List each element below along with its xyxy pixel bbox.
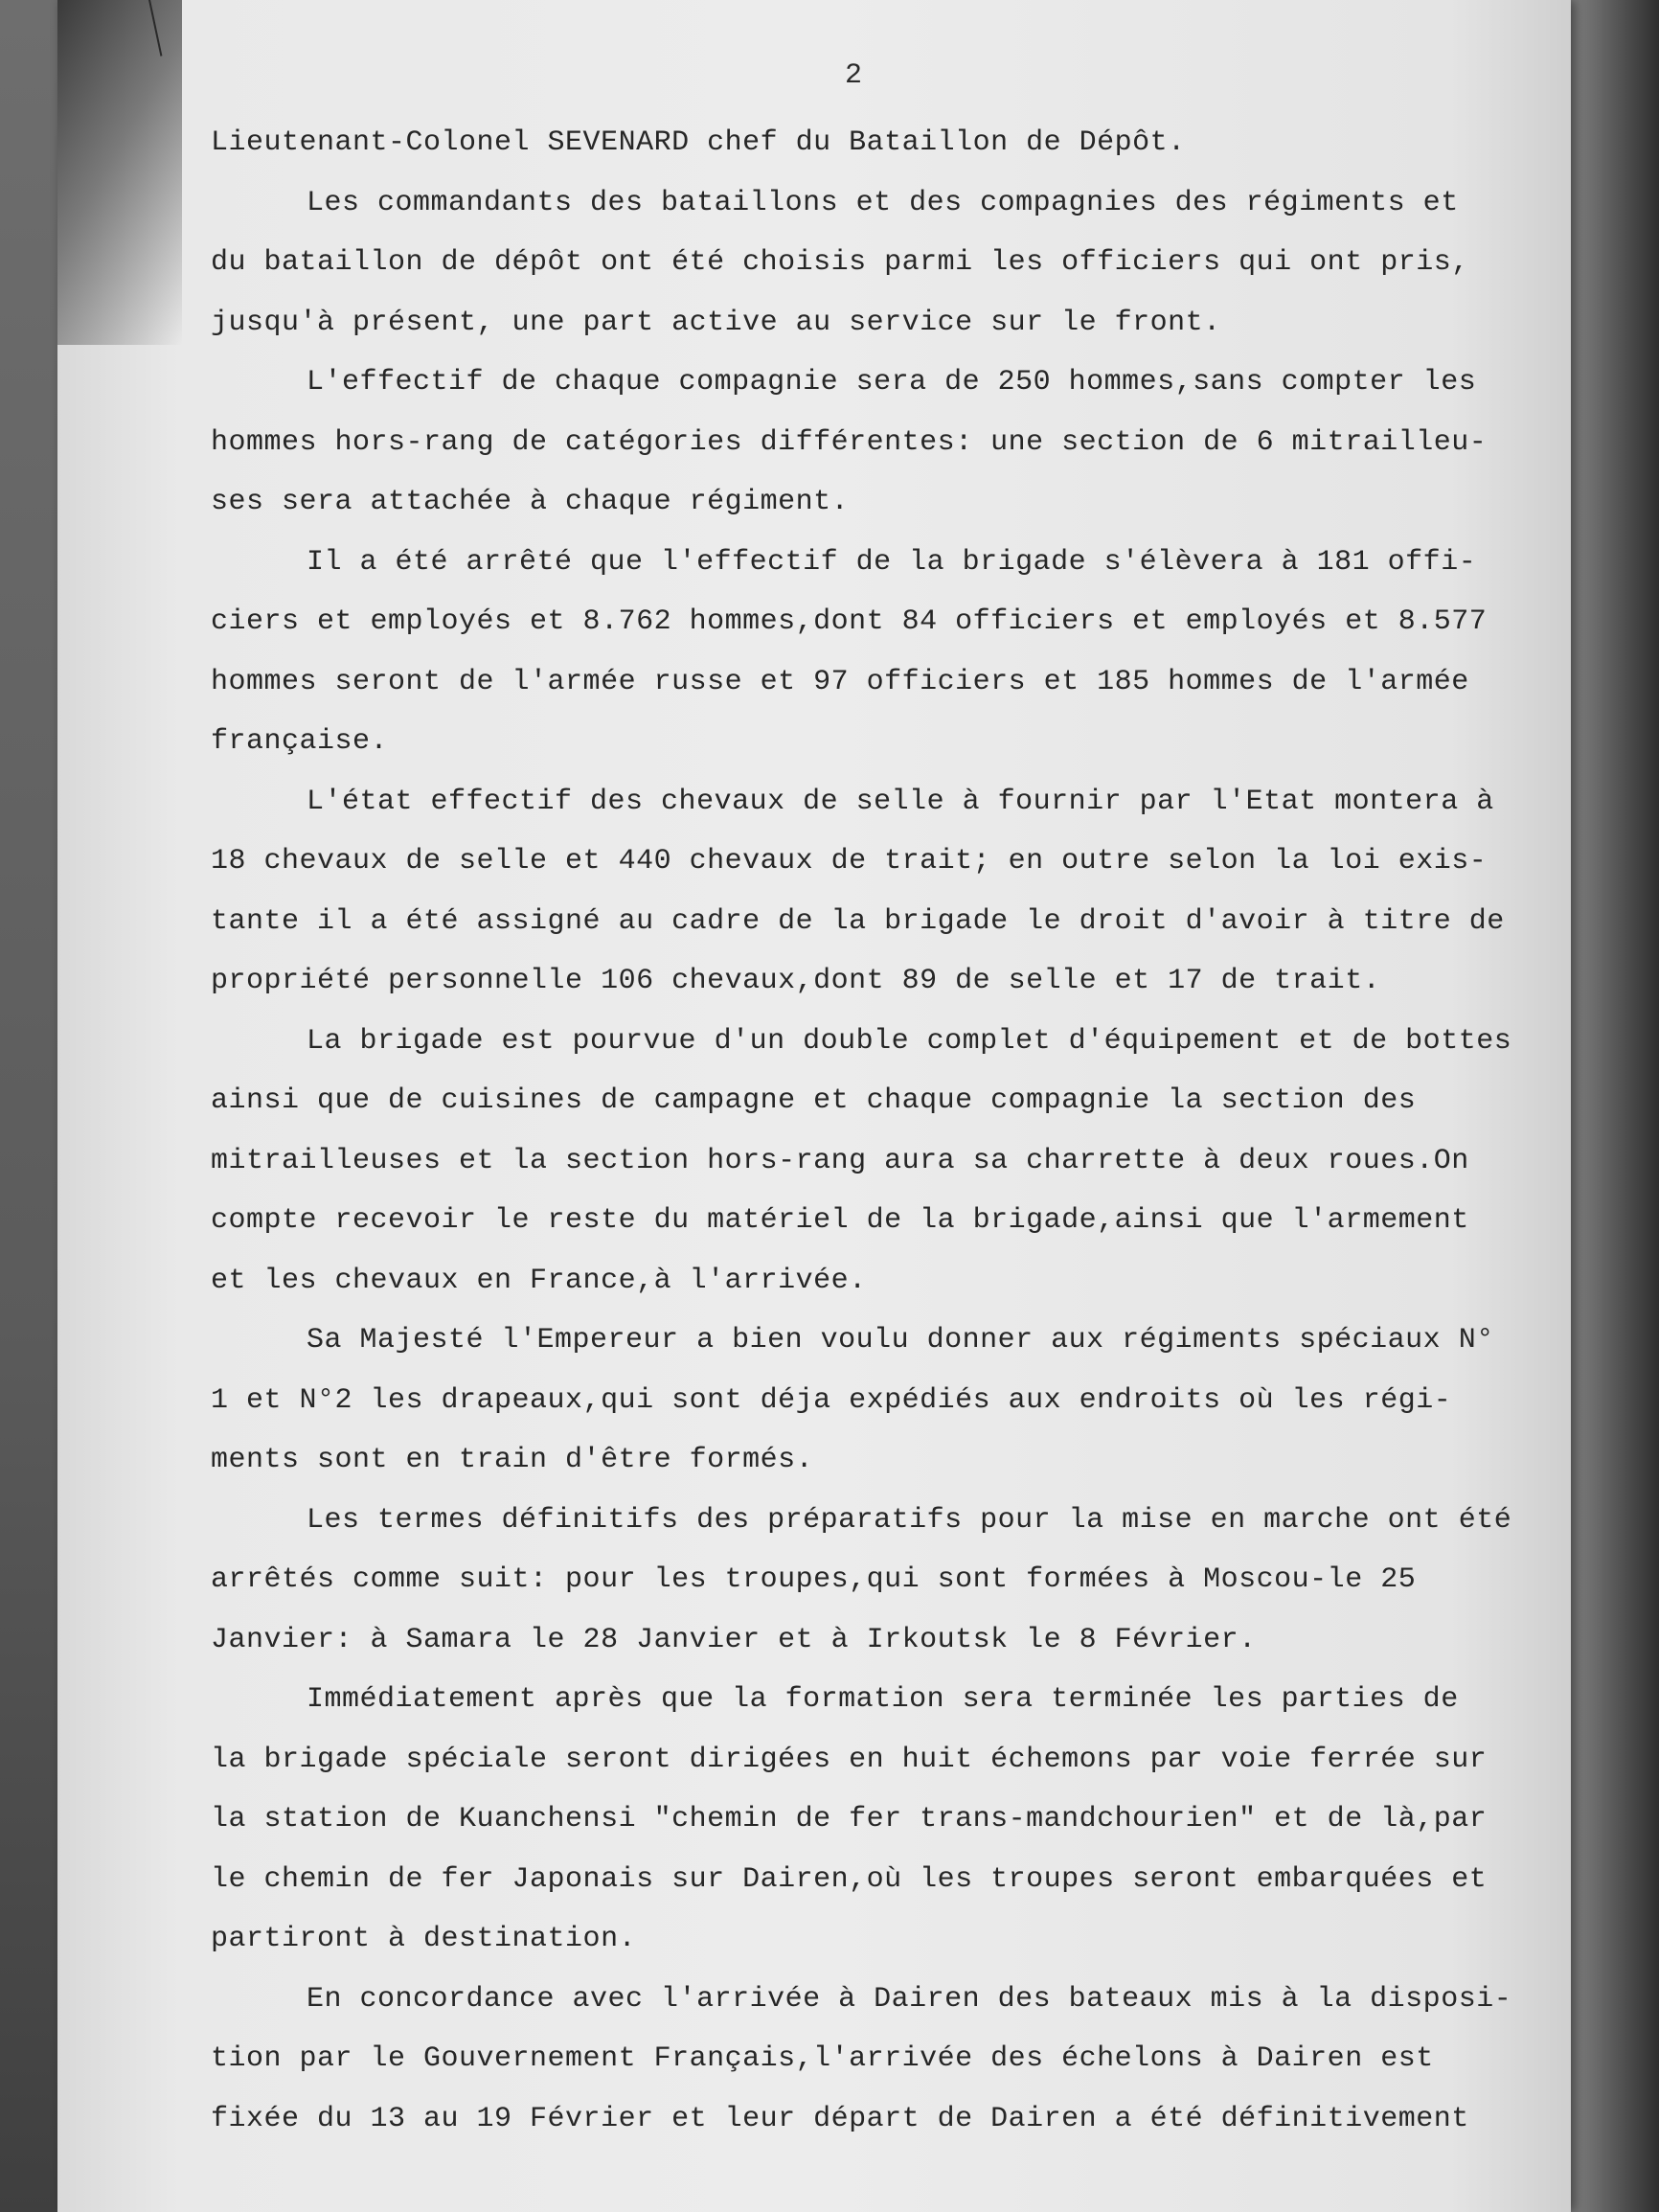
paragraph-first-line: L'effectif de chaque compagnie sera de 250 hommes,sans compter les <box>307 366 1477 399</box>
paragraph-first-line: Immédiatement après que la formation sera terminée les parties de <box>307 1683 1459 1716</box>
text-line: la brigade spéciale seront dirigées en huit échemons par voie ferrée sur <box>211 1743 1488 1776</box>
document-body <box>211 113 1523 2149</box>
text-line: française. <box>211 725 389 758</box>
text-line: 1 et N°2 les drapeaux,qui sont déja expédiés aux endroits où les régi- <box>211 1383 1452 1417</box>
text-line: hommes hors-rang de catégories différentes: une section de 6 mitrailleu- <box>211 425 1488 459</box>
text-line: ses sera attachée à chaque régiment. <box>211 486 850 518</box>
text-line: hommes seront de l'armée russe et 97 officiers et 185 hommes de l'armée <box>211 665 1469 698</box>
page-corner-shadow <box>57 0 182 345</box>
paragraph-first-line: Sa Majesté l'Empereur a bien voulu donner aux régiments spéciaux N° <box>307 1324 1494 1357</box>
page-number: 2 <box>845 59 863 92</box>
text-line: le chemin de fer Japonais sur Dairen,où les troupes seront embarquées et <box>211 1862 1488 1896</box>
text-line: mitrailleuses et la section hors-rang aura sa charrette à deux roues.On <box>211 1144 1469 1177</box>
text-line: arrêtés comme suit: pour les troupes,qui sont formées à Moscou-le 25 <box>211 1563 1417 1596</box>
paragraph-first-line: Les commandants des bataillons et des compagnies des régiments et <box>307 186 1459 219</box>
text-line: la station de Kuanchensi "chemin de fer trans-mandchourien" et de là,par <box>211 1803 1488 1836</box>
paragraph-first-line: Il a été arrêté que l'effectif de la brigade s'élèvera à 181 offi- <box>307 545 1477 579</box>
text-line: 18 chevaux de selle et 440 chevaux de trait; en outre selon la loi exis- <box>211 845 1488 878</box>
text-line: Janvier: à Samara le 28 Janvier et à Irkoutsk le 8 Février. <box>211 1623 1257 1656</box>
paragraph-first-line: La brigade est pourvue d'un double complet d'équipement et de bottes <box>307 1024 1512 1058</box>
text-line: du bataillon de dépôt ont été choisis parmi les officiers qui ont pris, <box>211 246 1469 279</box>
text-line: ments sont en train d'être formés. <box>211 1444 814 1476</box>
text-line: Lieutenant-Colonel SEVENARD chef du Bataillon de Dépôt. <box>211 126 1186 159</box>
paragraph-first-line: Les termes définitifs des préparatifs pour la mise en marche ont été <box>307 1503 1512 1537</box>
text-line: propriété personnelle 106 chevaux,dont 89 de selle et 17 de trait. <box>211 965 1381 997</box>
text-line: ainsi que de cuisines de campagne et chaque compagnie la section des <box>211 1084 1417 1117</box>
paragraph-first-line: En concordance avec l'arrivée à Dairen des bateaux mis à la disposi- <box>307 1982 1512 2016</box>
text-line: compte recevoir le reste du matériel de la brigade,ainsi que l'armement <box>211 1204 1469 1237</box>
text-line: jusqu'à présent, une part active au service sur le front. <box>211 306 1221 339</box>
text-line: tante il a été assigné au cadre de la brigade le droit d'avoir à titre de <box>211 904 1505 938</box>
paragraph-first-line: L'état effectif des chevaux de selle à fournir par l'Etat montera à <box>307 785 1494 818</box>
text-line: et les chevaux en France,à l'arrivée. <box>211 1264 867 1297</box>
text-line: partiront à destination. <box>211 1923 637 1955</box>
text-line: ciers et employés et 8.762 hommes,dont 84 officiers et employés et 8.577 <box>211 605 1488 638</box>
text-line: tion par le Gouvernement Français,l'arrivée des échelons à Dairen est <box>211 2042 1434 2075</box>
text-line: fixée du 13 au 19 Février et leur départ de Dairen a été définitivement <box>211 2102 1469 2135</box>
